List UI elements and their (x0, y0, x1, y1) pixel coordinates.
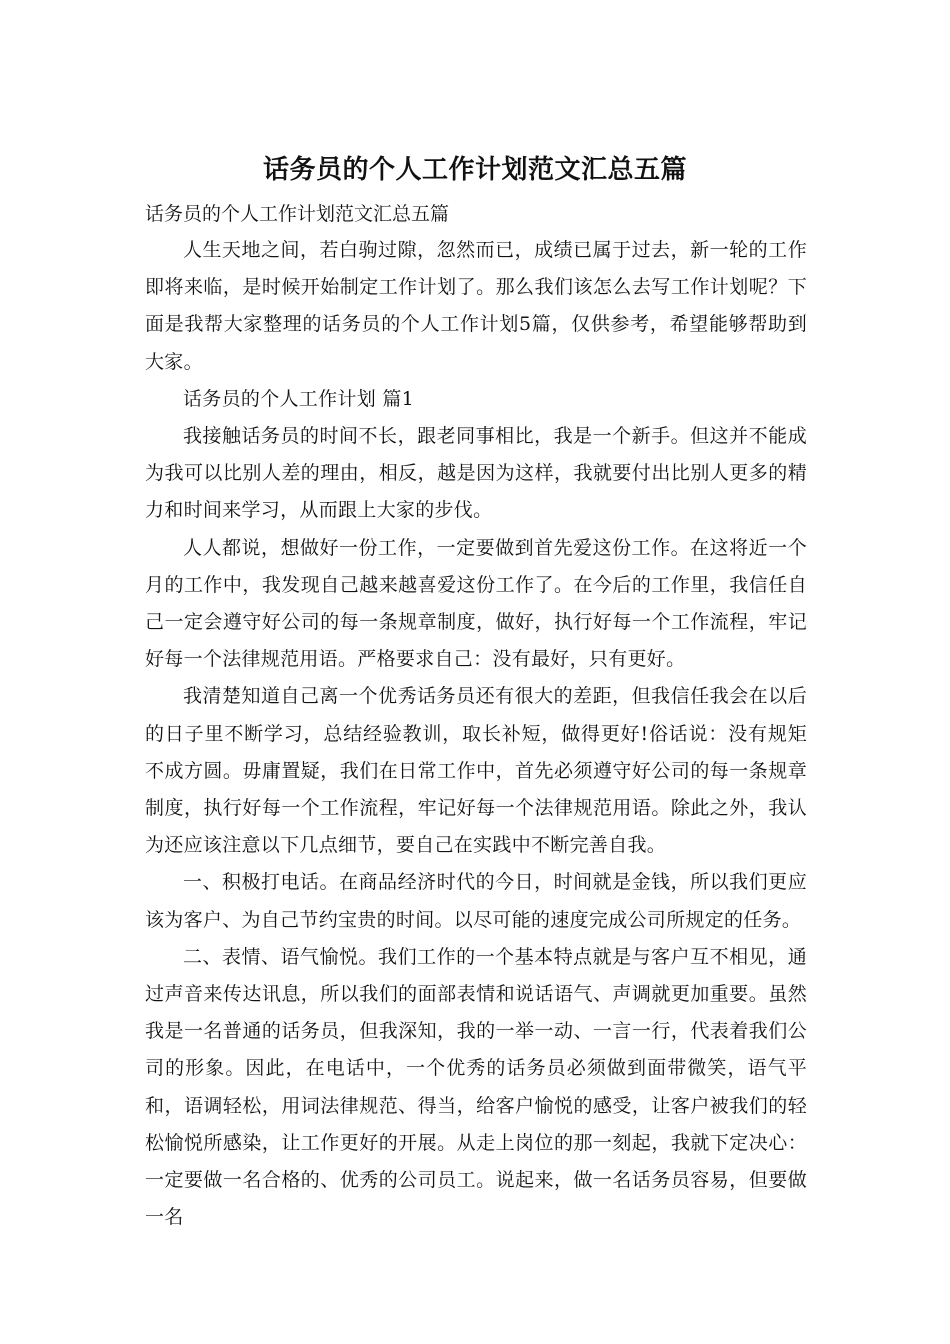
paragraph: 我接触话务员的时间不长，跟老同事相比，我是一个新手。但这并不能成为我可以比别人差的理由，相反，越是因为这样，我就要付出比别人更多的精力和时间来学习，从而跟上大家的步伐。 (145, 425, 807, 522)
paragraph-intro: 人生天地之间，若白驹过隙，忽然而已，成绩已属于过去，新一轮的工作即将来临，是时候开始制定工作计划了。那么我们该怎么去写工作计划呢？下面是我帮大家整理的话务员的个人工作计划5篇，仅供参考，希望能够帮助到大家。 (145, 239, 807, 373)
document-body (145, 232, 807, 1236)
paragraph: 人人都说，想做好一份工作，一定要做到首先爱这份工作。在这将近一个月的工作中，我发现自己越来越喜爱这份工作了。在今后的工作里，我信任自己一定会遵守好公司的每一条规章制度，做好，执行好每一个工作流程，牢记好每一个法律规范用语。严格要求自己：没有最好，只有更好。 (145, 536, 807, 671)
paragraph: 我清楚知道自己离一个优秀话务员还有很大的差距，但我信任我会在以后的日子里不断学习，总结经验教训，取长补短，做得更好!俗话说：没有规矩不成方圆。毋庸置疑，我们在日常工作中，首先必须遵守好公司的每一条规章制度，执行好每一个工作流程，牢记好每一个法律规范用语。除此之外，我认为还应该注意以下几点细节，要自己在实践中不断完善自我。 (145, 685, 807, 857)
document-title: 话务员的个人工作计划范文汇总五篇 (262, 155, 687, 185)
document-subtitle: 话务员的个人工作计划范文汇总五篇 (145, 203, 450, 225)
section-heading: 话务员的个人工作计划 篇1 (183, 387, 415, 410)
paragraph-point-2: 二、表情、语气愉悦。我们工作的一个基本特点就是与客户互不相见，通过声音来传达讯息，所以我们的面部表情和说话语气、声调就更加重要。虽然我是一名普通的话务员，但我深知，我的一举一动、一言一行，代表着我们公司的形象。因此，在电话中，一个优秀的话务员必须做到面带微笑，语气平和，语调轻松，用词法律规范、得当，给客户愉悦的感受，让客户被我们的轻松愉悦所感染，让工作更好的开展。从走上岗位的那一刻起，我就下定决心：一定要做一名合格的、优秀的公司员工。说起来，做一名话务员容易，但要做一名 (145, 945, 807, 1229)
paragraph-point-1: 一、积极打电话。在商品经济时代的今日，时间就是金钱，所以我们更应该为客户、为自己节约宝贵的时间。以尽可能的速度完成公司所规定的任务。 (145, 871, 807, 931)
